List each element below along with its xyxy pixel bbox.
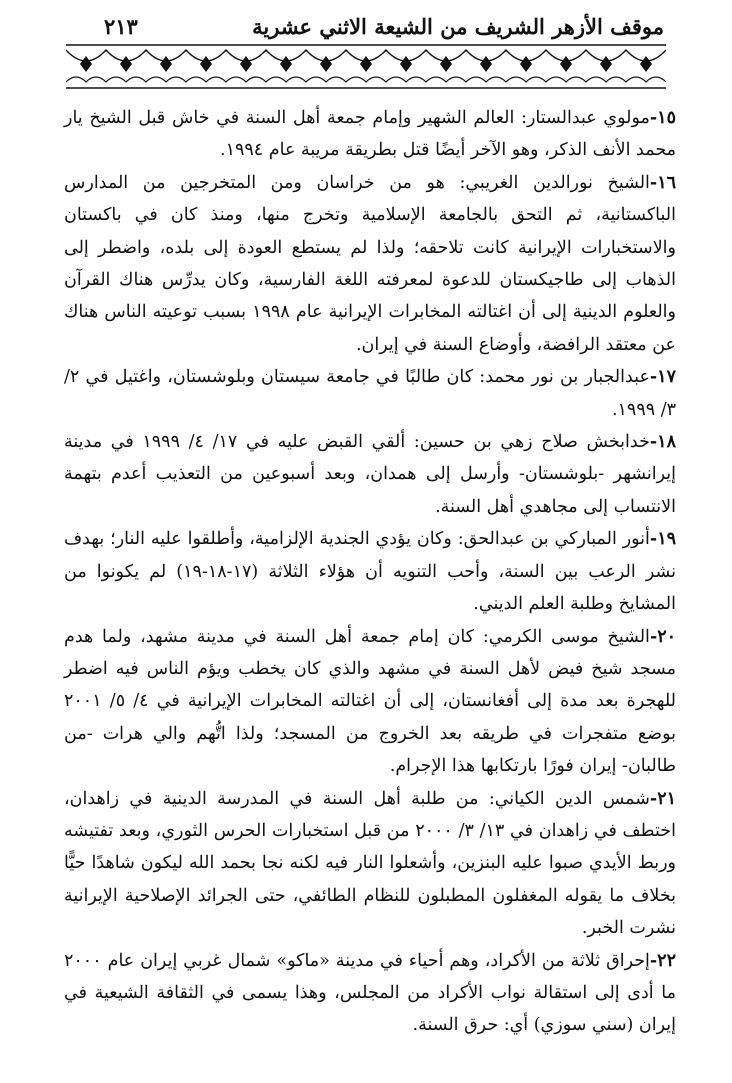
- entry-text: وكان يؤدي الجندية الإلزامية، وأطلقوا عليه النار؛ بهدف نشر الرعب بين السنة، وأحب التنويه أن هؤلاء الثلاثة (١٧-١٨-١٩) لم يكونوا من المشايخ وطلبة العلم الديني.: [64, 529, 676, 615]
- entry-text: من طلبة أهل السنة في المدرسة الدينية في زاهدان، اختطف في زاهدان في ١٣/ ٣/ ٢٠٠٠ من قبل استخبارات الحرس الثوري، وبعد تفتيشه وربط الأيدي صبوا عليه البنزين، وأشعلوا النار فيه لكنه نجا بحمد الله ليكون شاهدًا حيًّا بخلاف ما يقوله المغفلون المطبلون للنظام الطائفي، حتى الجرائد الإصلاحية الإيرانية نشرت الخبر.: [64, 788, 676, 939]
- entry-number: ١٧-: [649, 367, 676, 388]
- entry-16: [64, 167, 676, 361]
- entry-name: شمس الدين الكياني:: [488, 788, 650, 809]
- entry-19: [64, 523, 676, 620]
- entry-text: كان إمام جمعة أهل السنة في مدينة مشهد، ولما هدم مسجد شيخ فيض لأهل السنة في مشهد والذي كان يخطب ويؤم الناس فيه اضطر للهجرة بعد مدة إلى أفغانستان، إلى أن اغتالته المخابرات الإيرانية في ٤/ ٥/ ٢٠٠١ بوضع متفجرات في طريقه بعد الخروج من المسجد؛ ولذا اتُّهم والي هرات -من طالبان- إيران فورًا بارتكابها هذا الإجرام.: [64, 626, 676, 777]
- entry-number: ٢١-: [649, 788, 676, 809]
- entry-name: إحراق ثلاثة من الأكراد،: [484, 950, 650, 971]
- entry-name: الشيخ موسى الكرمي:: [482, 626, 650, 647]
- entry-name: عبدالجبار بن نور محمد:: [479, 367, 650, 388]
- entry-text: العالم الشهير وإمام جمعة أهل السنة في خاش قبل الشيخ يار محمد الأنف الذكر، وهو الآخر أيضًا قتل بطريقة مريبة عام ١٩٩٤.: [64, 108, 676, 161]
- decorative-ornament-band: [66, 42, 666, 92]
- entry-text: كان طالبًا في جامعة سيستان وبلوشستان، واغتيل في ٢/ ٣/ ١٩٩٩.: [64, 367, 676, 420]
- entry-20: [64, 621, 676, 783]
- entry-17: [64, 361, 676, 426]
- entry-name: مولوي عبدالستار:: [521, 108, 650, 128]
- entry-number: ١٦-: [649, 172, 676, 193]
- entry-15: [64, 102, 676, 167]
- entry-18: [64, 426, 676, 523]
- page-number: ٢١٣: [104, 14, 138, 39]
- entry-text: هو من خراسان ومن المتخرجين من المدارس الباكستانية، ثم التحق بالجامعة الإسلامية وتخرج منها، ومنذ كان في باكستان والاستخبارات الإيرانية كانت تلاحقه؛ ولذا لم يستطع العودة إلى بلده، واضطر إلى الذهاب إلى طاجيكستان للدعوة لمعرفته اللغة الفارسية، وكان يدرِّس هناك القرآن والعلوم الدينية إلى أن اغتالته المخابرات الإيرانية عام ١٩٩٨ بسبب توعيته الناس هناك عن معتقد الرافضة، وأوضاع السنة في إيران.: [64, 172, 676, 355]
- entry-number: ٢٢-: [649, 950, 676, 971]
- entry-number: ١٩-: [649, 529, 676, 550]
- entry-number: ٢٠-: [649, 626, 677, 647]
- entry-21: [64, 783, 676, 945]
- entry-name: خدابخش صلاح زهي بن حسين:: [413, 432, 650, 453]
- entry-text: ألقي القبض عليه في ١٧/ ٤/ ١٩٩٩ في مدينة إيرانشهر -بلوشستان- وأرسل إلى همدان، وبعد أسبوعين من التعذيب أعدم بتهمة الانتساب إلى مجاهدي أهل السنة.: [64, 432, 676, 517]
- entry-name: الشيخ نورالدين الغريبي:: [459, 172, 650, 193]
- body-text: [64, 102, 676, 1042]
- entry-number: ١٨-: [649, 432, 676, 453]
- entry-number: ١٥-: [649, 108, 676, 128]
- page-header: [60, 12, 672, 40]
- running-title: موقف الأزهر الشريف من الشيعة الاثني عشرية: [252, 14, 664, 39]
- entry-name: أنور المباركي بن عبدالحق:: [457, 529, 650, 550]
- entry-text: وهم أحياء في مدينة «ماكو» شمال غربي إيران عام ٢٠٠٠ ما أدى إلى استقالة نواب الأكراد من المجلس، وهذا يسمى في الثقافة الشيعية في إيران (سني سوزي) أي: حرق السنة.: [64, 950, 676, 1036]
- entry-22: [64, 945, 676, 1042]
